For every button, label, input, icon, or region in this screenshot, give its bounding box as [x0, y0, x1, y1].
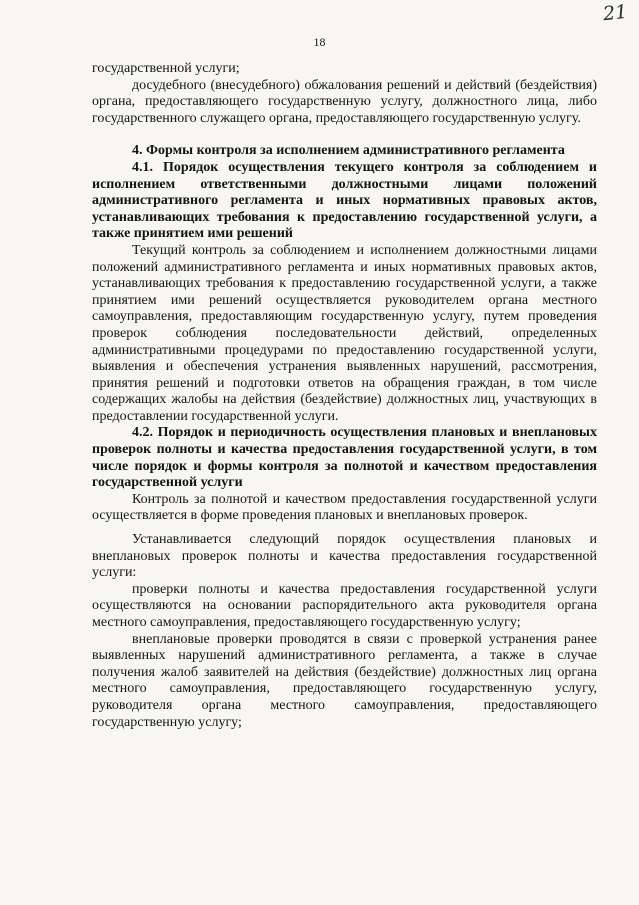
- document-body: [92, 61, 597, 731]
- subsection-heading-4-1: 4.1. Порядок осуществления текущего контроля за соблюдением и исполнением ответственными должностными лицами положений административного регламента и иных нормативных правовых актов, устанавливающих требования к предоставлению государственной услуги, а также принятием ими решений: [92, 159, 597, 242]
- paragraph-current-control: Текущий контроль за соблюдением и исполнением должностными лицами положений административного регламента и иных нормативных правовых актов, устанавливающих требования к предоставлению государственной услуги, а также принятием ими решений осуществляется руководителем органа местного самоуправления, предоставляющим государственную услугу, путем проведения проверок соблюдения последовательности действий, определенных административными процедурами по предоставлению государственной услуги, выявления и обеспечения устранения выявленных нарушений, рассмотрения, принятия решений и подготовки ответов на обращения граждан, в том числе содержащих жалобы на действия (бездействие) должностных лиц, участвующих в предоставлении государственной услуги.: [92, 242, 597, 424]
- handwritten-page-number: 21: [601, 0, 629, 26]
- section-heading-4: 4. Формы контроля за исполнением административного регламента: [132, 143, 565, 159]
- paragraph-control-form: Контроль за полнотой и качеством предоставления государственной услуги осуществляется в форме проведения плановых и внеплановых проверок.: [92, 491, 597, 524]
- page-number: 18: [313, 35, 326, 49]
- paragraph-appeal: досудебного (внесудебного) обжалования решений и действий (бездействия) органа, предоставляющего государственную услугу, должностного лица, либо государственного служащего органа, предоставляющего государственную услугу.: [92, 77, 597, 126]
- paragraph-unplanned-inspections: внеплановые проверки проводятся в связи с проверкой устранения ранее выявленных нарушений административного регламента, а также в случае получения жалоб заявителей на действия (бездействие) должностных лиц органа местного самоуправления, предоставляющего государственную услугу, руководителя органа местного самоуправления, предоставляющего государственную услугу;: [92, 631, 597, 730]
- paragraph-continuation: государственной услуги;: [92, 61, 240, 76]
- paragraph-planned-inspections: проверки полноты и качества предоставления государственной услуги осуществляются на основании распорядительного акта руководителя органа местного самоуправления, предоставляющего государственную услугу;: [92, 581, 597, 630]
- subsection-heading-4-2: 4.2. Порядок и периодичность осуществления плановых и внеплановых проверок полноты и качества предоставления государственной услуги, в том числе порядок и формы контроля за полнотой и качеством предоставления государственной услуги: [92, 425, 597, 491]
- paragraph-inspection-order: Устанавливается следующий порядок осуществления плановых и внеплановых проверок полноты и качества предоставления государственной услуги:: [92, 532, 597, 581]
